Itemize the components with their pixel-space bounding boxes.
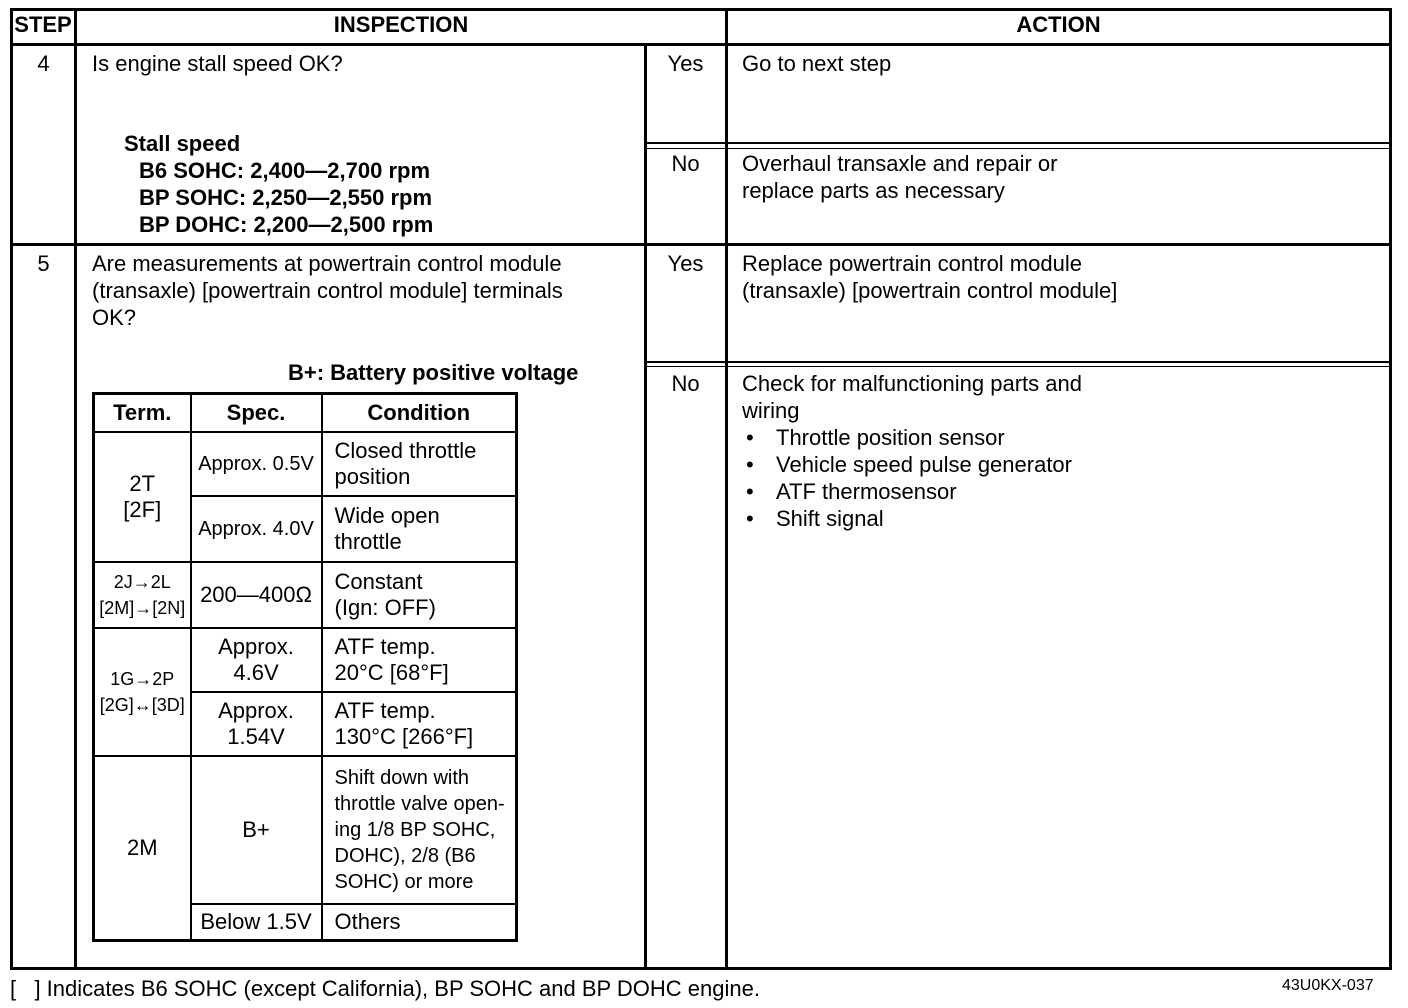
condition-wide-line2: throttle — [334, 529, 402, 554]
condition-others: Others — [322, 904, 517, 940]
spec-bplus: B+ — [191, 756, 322, 904]
step5-yes: Yes — [667, 251, 704, 276]
list-item-throttle-position-sensor: • Throttle position sensor — [742, 424, 1342, 451]
frame-bottom — [10, 967, 1392, 970]
spec-approx-40v: Approx. 4.0V — [191, 496, 322, 562]
condition-shift-line5: SOHC) or more — [334, 871, 474, 893]
frame-step-divider — [74, 8, 77, 970]
list-item-shift-signal: • Shift signal — [742, 505, 1342, 532]
condition-shift-line3: ing 1/8 BP SOHC, — [334, 819, 496, 841]
term-2m: 2M — [94, 756, 191, 940]
condition-closed-throttle — [322, 432, 517, 496]
frame-top — [10, 8, 1392, 11]
spec-approx-46v — [191, 628, 322, 692]
spec-154-line1: Approx. — [218, 698, 294, 723]
step5-no-action-line2: wiring — [742, 398, 800, 423]
spec-approx-154v — [191, 692, 322, 756]
term-2j-2l — [94, 562, 191, 628]
frame-right — [1389, 8, 1392, 970]
frame-step4-bottom — [10, 243, 1392, 246]
condition-closed-line2: position — [334, 464, 411, 489]
condition-constant-line2: (Ign: OFF) — [334, 595, 436, 620]
figure-code: 43U0KX-037 — [1282, 977, 1374, 994]
step4-number: 4 — [37, 51, 50, 76]
condition-shift-line2: throttle valve open- — [334, 793, 505, 815]
spec-46-line2: 4.6V — [233, 660, 279, 685]
stall-speed-bp-dohc: BP DOHC: 2,200—2,500 rpm — [139, 212, 434, 237]
condition-atf-130c — [322, 692, 517, 756]
list-item-vehicle-speed-pulse-generator: • Vehicle speed pulse generator — [742, 451, 1342, 478]
list-item-atf-thermosensor: • ATF thermosensor — [742, 478, 1342, 505]
term-1g-2p — [94, 628, 191, 756]
header-inspection: INSPECTION — [333, 12, 469, 37]
condition-wide-line1: Wide open — [334, 503, 440, 528]
terminal-spec-table — [92, 392, 518, 942]
col-header-condition: Condition — [322, 394, 517, 433]
step4-question: Is engine stall speed OK? — [92, 51, 343, 76]
frame-action-divider — [725, 8, 728, 970]
term-1g-line2: [2G]↔[3D] — [99, 695, 185, 715]
condition-atf-20c — [322, 628, 517, 692]
step5-no: No — [671, 371, 700, 396]
step4-no-action-line1: Overhaul transaxle and repair or — [742, 151, 1058, 176]
step5-no-action-line1: Check for malfunctioning parts and — [742, 371, 1082, 396]
step4-yes: Yes — [667, 51, 704, 76]
condition-constant — [322, 562, 517, 628]
spec-below-15v: Below 1.5V — [191, 904, 322, 940]
step4-yesno-split — [645, 142, 1392, 144]
col-header-spec: Spec. — [191, 394, 322, 433]
condition-shift-line4: DOHC), 2/8 (B6 — [334, 845, 476, 867]
condition-atf20-line2: 20°C [68°F] — [334, 660, 449, 685]
term-2t — [94, 432, 191, 562]
col-header-term: Term. — [94, 394, 191, 433]
frame-yesno-divider — [644, 44, 647, 970]
battery-positive-note: B+: Battery positive voltage — [288, 360, 579, 385]
header-action: ACTION — [1016, 12, 1101, 37]
step5-question-line2: (transaxle) [powertrain control module] terminals — [92, 278, 563, 303]
term-2j-line2: [2M]→[2N] — [99, 598, 186, 618]
condition-atf130-line1: ATF temp. — [334, 698, 436, 723]
condition-atf130-line2: 130°C [266°F] — [334, 724, 474, 749]
condition-shift-line1: Shift down with — [334, 767, 470, 789]
frame-header-bottom — [10, 43, 1392, 46]
spec-46-line1: Approx. — [218, 634, 294, 659]
condition-wide-open — [322, 496, 517, 562]
stall-speed-title: Stall speed — [124, 131, 241, 156]
condition-closed-line1: Closed throttle — [334, 438, 477, 463]
step5-number: 5 — [37, 251, 50, 276]
spec-resistance: 200—400Ω — [191, 562, 322, 628]
step5-yes-action-line2: (transaxle) [powertrain control module] — [742, 278, 1118, 303]
condition-atf20-line1: ATF temp. — [334, 634, 436, 659]
step4-no: No — [671, 151, 700, 176]
spec-154-line2: 1.54V — [227, 724, 285, 749]
footnote: [ ] Indicates B6 SOHC (except California), BP SOHC and BP DOHC engine. — [10, 976, 760, 1001]
step5-question-line3: OK? — [92, 305, 137, 330]
step5-yes-action-line1: Replace powertrain control module — [742, 251, 1082, 276]
condition-constant-line1: Constant — [334, 569, 423, 594]
stall-speed-b6-sohc: B6 SOHC: 2,400—2,700 rpm — [139, 158, 431, 183]
check-parts-list — [742, 424, 1342, 532]
step5-yesno-split — [645, 361, 1392, 363]
term-1g-line1: 1G→2P — [110, 669, 175, 689]
frame-left — [10, 8, 13, 970]
step4-yes-action: Go to next step — [742, 51, 892, 76]
term-2j-line1: 2J→2L — [113, 572, 171, 592]
step5-question-line1: Are measurements at powertrain control module — [92, 251, 562, 276]
header-step: STEP — [14, 12, 72, 37]
step4-no-action-line2: replace parts as necessary — [742, 178, 1005, 203]
condition-shift-down — [322, 756, 517, 904]
step4-yesno-split-2 — [645, 148, 1392, 149]
spec-approx-05v: Approx. 0.5V — [191, 432, 322, 496]
step5-yesno-split-2 — [645, 366, 1392, 367]
term-2t-line2: [2F] — [123, 497, 162, 522]
term-2t-line1: 2T — [129, 471, 156, 496]
stall-speed-bp-sohc: BP SOHC: 2,250—2,550 rpm — [139, 185, 433, 210]
